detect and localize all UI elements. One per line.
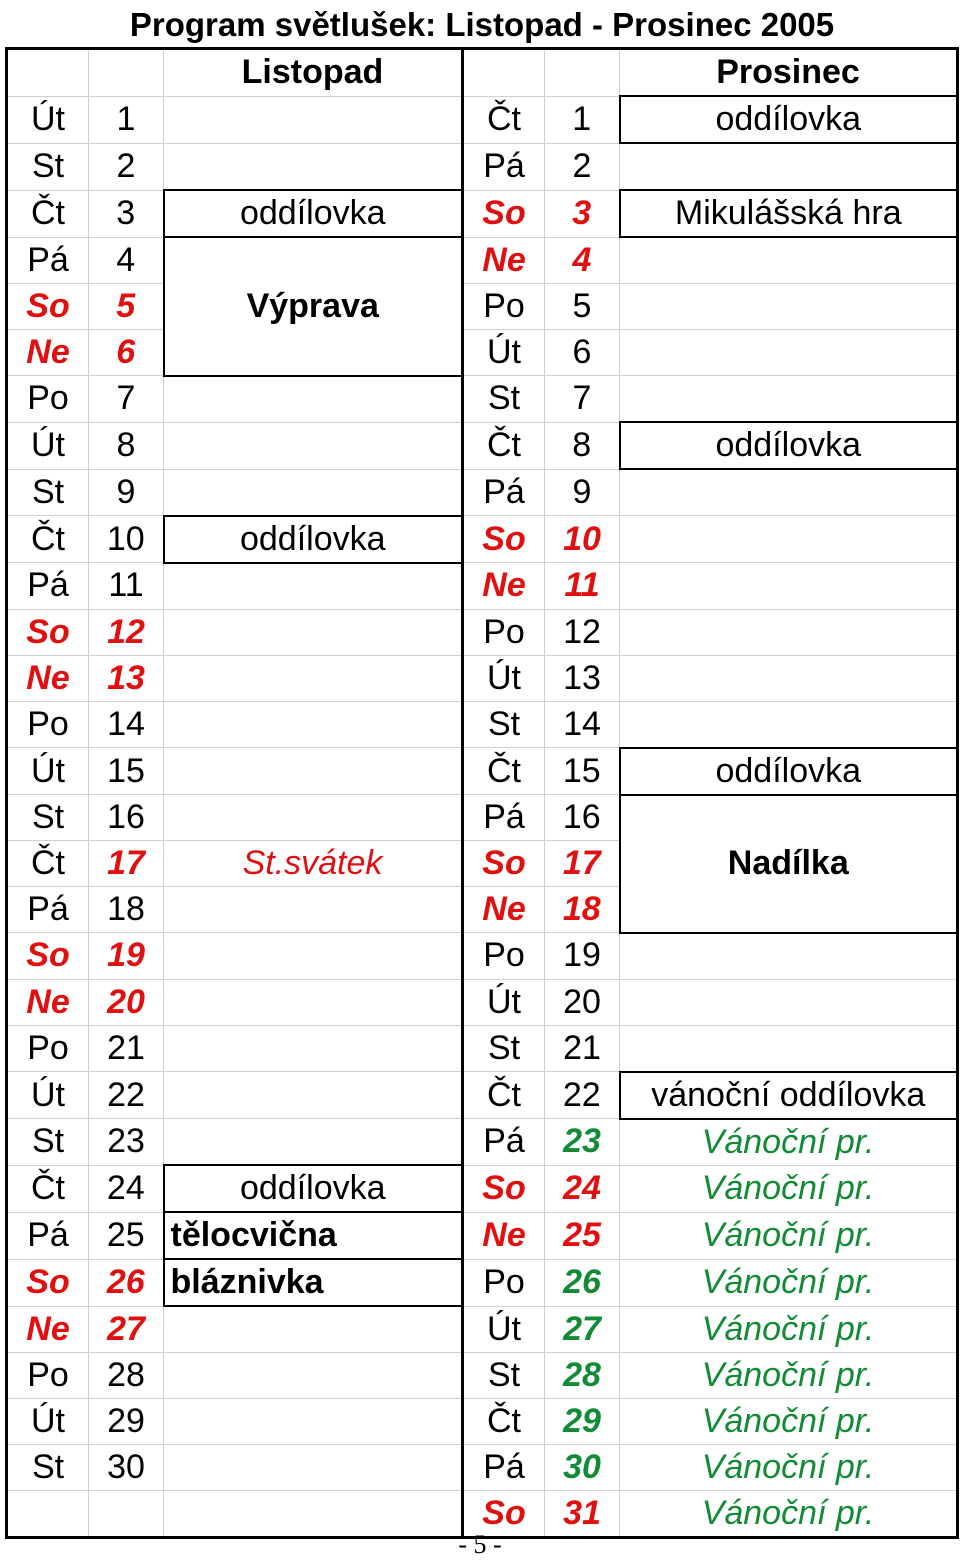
dec-day-name: Po <box>463 933 545 980</box>
nov-day-number: 26 <box>89 1259 164 1306</box>
table-row <box>7 563 958 610</box>
nov-day-number: 5 <box>89 284 164 330</box>
dec-day-number: 6 <box>545 330 620 376</box>
dec-event <box>620 516 958 563</box>
dec-event <box>620 563 958 610</box>
dec-day-name: Ne <box>463 1212 545 1259</box>
dec-event <box>620 330 958 376</box>
table-row <box>7 1399 958 1445</box>
dec-event: Vánoční pr. <box>620 1165 958 1212</box>
nov-day-name: Pá <box>7 887 89 933</box>
nov-event <box>164 1399 463 1445</box>
dec-day-name: So <box>463 1491 545 1538</box>
nov-event: oddílovka <box>164 516 463 563</box>
dec-day-name: Ne <box>463 563 545 610</box>
dec-day-name: So <box>463 516 545 563</box>
dec-day-name: Čt <box>463 422 545 469</box>
dec-day-name: St <box>463 1353 545 1399</box>
dec-day-number: 20 <box>545 979 620 1025</box>
nov-day-name: Po <box>7 1353 89 1399</box>
nov-day-number: 9 <box>89 469 164 516</box>
dec-day-name: Út <box>463 979 545 1025</box>
dec-day-name: Čt <box>463 96 545 143</box>
dec-day-name: Pá <box>463 1119 545 1166</box>
nov-day-number: 8 <box>89 422 164 469</box>
dec-event: Vánoční pr. <box>620 1491 958 1538</box>
nov-day-number: 7 <box>89 376 164 423</box>
dec-day-name: So <box>463 1165 545 1212</box>
table-row <box>7 330 958 376</box>
dec-day-name: Út <box>463 330 545 376</box>
nov-day-number: 4 <box>89 237 164 284</box>
nov-event <box>164 563 463 610</box>
table-row <box>7 701 958 748</box>
nov-event <box>164 1119 463 1166</box>
nov-day-name: Čt <box>7 190 89 237</box>
dec-event: Vánoční pr. <box>620 1353 958 1399</box>
dec-day-name: Pá <box>463 795 545 841</box>
nov-event: oddílovka <box>164 190 463 237</box>
nov-day-name: Čt <box>7 841 89 887</box>
nov-event <box>164 655 463 701</box>
dec-day-name: Pá <box>463 1445 545 1491</box>
nov-day-name: Út <box>7 1399 89 1445</box>
nov-event <box>164 96 463 143</box>
nov-day-name: Čt <box>7 1165 89 1212</box>
table-row <box>7 1025 958 1072</box>
dec-event: oddílovka <box>620 96 958 143</box>
nov-day-number: 22 <box>89 1072 164 1119</box>
table-row <box>7 1119 958 1166</box>
dec-day-number: 26 <box>545 1259 620 1306</box>
nov-event <box>164 422 463 469</box>
dec-day-number: 3 <box>545 190 620 237</box>
dec-day-name: Pá <box>463 469 545 516</box>
dec-event: Vánoční pr. <box>620 1259 958 1306</box>
nov-day-number: 3 <box>89 190 164 237</box>
month-header-right: Prosinec <box>620 49 958 97</box>
table-row <box>7 1306 958 1353</box>
dec-event <box>620 609 958 655</box>
schedule-table <box>5 2 959 1539</box>
table-row <box>7 1259 958 1306</box>
dec-day-number: 27 <box>545 1306 620 1353</box>
month-spacer <box>463 49 545 97</box>
nov-day-number: 14 <box>89 701 164 748</box>
table-row <box>7 1072 958 1119</box>
dec-day-name: Po <box>463 609 545 655</box>
dec-event <box>620 469 958 516</box>
nov-event <box>164 795 463 841</box>
nov-event: oddílovka <box>164 1165 463 1212</box>
dec-day-name: Čt <box>463 1399 545 1445</box>
dec-day-name: Čt <box>463 1072 545 1119</box>
nov-day-number: 23 <box>89 1119 164 1166</box>
dec-event: oddílovka <box>620 748 958 795</box>
dec-event: Vánoční pr. <box>620 1399 958 1445</box>
dec-day-number: 14 <box>545 701 620 748</box>
dec-event: oddílovka <box>620 422 958 469</box>
nov-day-number: 10 <box>89 516 164 563</box>
table-row <box>7 748 958 795</box>
dec-day-number: 8 <box>545 422 620 469</box>
dec-day-name: Ne <box>463 237 545 284</box>
dec-day-name: Ne <box>463 887 545 933</box>
dec-day-number: 25 <box>545 1212 620 1259</box>
nov-day-number: 25 <box>89 1212 164 1259</box>
table-row <box>7 190 958 237</box>
nov-day-name: So <box>7 933 89 980</box>
nov-day-name: So <box>7 284 89 330</box>
nov-day-number: 24 <box>89 1165 164 1212</box>
nov-day-number: 1 <box>89 96 164 143</box>
page-number: - 5 - <box>458 1530 502 1559</box>
nov-event <box>164 979 463 1025</box>
nov-day-name: Ne <box>7 655 89 701</box>
table-row <box>7 469 958 516</box>
dec-event <box>620 655 958 701</box>
dec-day-name: Po <box>463 1259 545 1306</box>
dec-day-number: 4 <box>545 237 620 284</box>
nov-day-name: Pá <box>7 1212 89 1259</box>
table-row <box>7 237 958 284</box>
nov-day-name: So <box>7 609 89 655</box>
nov-day-number: 21 <box>89 1025 164 1072</box>
dec-day-number: 29 <box>545 1399 620 1445</box>
dec-day-number: 23 <box>545 1119 620 1166</box>
dec-event <box>620 1025 958 1072</box>
dec-day-number: 17 <box>545 841 620 887</box>
month-header-left: Listopad <box>164 49 463 97</box>
nov-event <box>164 933 463 980</box>
table-row <box>7 1353 958 1399</box>
nov-day-name: St <box>7 469 89 516</box>
table-row <box>7 516 958 563</box>
nov-day-number: 13 <box>89 655 164 701</box>
nov-day-name: Ne <box>7 1306 89 1353</box>
dec-day-number: 16 <box>545 795 620 841</box>
nov-day-name: So <box>7 1259 89 1306</box>
dec-day-number: 22 <box>545 1072 620 1119</box>
dec-event: Vánoční pr. <box>620 1306 958 1353</box>
table-row <box>7 933 958 980</box>
nov-day-name: Pá <box>7 237 89 284</box>
nov-day-number: 30 <box>89 1445 164 1491</box>
table-row <box>7 1212 958 1259</box>
nov-day-name: Ne <box>7 979 89 1025</box>
dec-day-name: Út <box>463 1306 545 1353</box>
dec-event <box>620 143 958 190</box>
dec-day-number: 31 <box>545 1491 620 1538</box>
dec-day-name: Pá <box>463 143 545 190</box>
dec-day-number: 21 <box>545 1025 620 1072</box>
nov-day-name: St <box>7 1445 89 1491</box>
dec-day-number: 11 <box>545 563 620 610</box>
table-row <box>7 655 958 701</box>
nov-day-number: 16 <box>89 795 164 841</box>
nov-event: tělocvična <box>164 1212 463 1259</box>
table-row <box>7 284 958 330</box>
nov-day-name: Út <box>7 748 89 795</box>
dec-event: vánoční oddílovka <box>620 1072 958 1119</box>
nov-event <box>164 748 463 795</box>
nov-day-number: 28 <box>89 1353 164 1399</box>
dec-day-name: St <box>463 701 545 748</box>
nov-event: St.svátek <box>164 841 463 887</box>
nov-day-name: Pá <box>7 563 89 610</box>
dec-day-number: 30 <box>545 1445 620 1491</box>
dec-event <box>620 376 958 423</box>
nov-event: bláznivka <box>164 1259 463 1306</box>
nov-event <box>164 1072 463 1119</box>
month-spacer <box>7 49 89 97</box>
nov-event <box>164 1353 463 1399</box>
dec-day-name: So <box>463 841 545 887</box>
dec-day-number: 19 <box>545 933 620 980</box>
nov-day-number: 29 <box>89 1399 164 1445</box>
nov-event <box>164 887 463 933</box>
nov-day-name: St <box>7 143 89 190</box>
nov-event <box>164 469 463 516</box>
nov-event <box>164 1445 463 1491</box>
nov-day-name: Út <box>7 422 89 469</box>
table-row <box>7 143 958 190</box>
nov-day-name: Po <box>7 701 89 748</box>
table-row <box>7 979 958 1025</box>
table-row <box>7 795 958 841</box>
nov-day-name: St <box>7 795 89 841</box>
dec-event <box>620 979 958 1025</box>
nov-day-name: Út <box>7 1072 89 1119</box>
dec-day-number: 24 <box>545 1165 620 1212</box>
nov-event <box>164 1025 463 1072</box>
table-row <box>7 376 958 423</box>
nov-day-number: 12 <box>89 609 164 655</box>
nov-day-number: 19 <box>89 933 164 980</box>
nov-day-number: 18 <box>89 887 164 933</box>
dec-event <box>620 237 958 284</box>
nov-day-name: St <box>7 1119 89 1166</box>
dec-event: Vánoční pr. <box>620 1119 958 1166</box>
dec-day-number: 5 <box>545 284 620 330</box>
dec-day-name: So <box>463 190 545 237</box>
nov-event <box>164 701 463 748</box>
dec-day-name: Čt <box>463 748 545 795</box>
nov-day-name: Út <box>7 96 89 143</box>
dec-day-number: 10 <box>545 516 620 563</box>
nov-day-name: Ne <box>7 330 89 376</box>
dec-day-number: 28 <box>545 1353 620 1399</box>
nov-day-name: Po <box>7 1025 89 1072</box>
nov-event <box>164 609 463 655</box>
dec-event <box>620 284 958 330</box>
table-row <box>7 609 958 655</box>
page-title: Program světlušek: Listopad - Prosinec 2005 <box>7 2 958 49</box>
month-spacer <box>545 49 620 97</box>
dec-day-number: 9 <box>545 469 620 516</box>
table-row <box>7 96 958 143</box>
nov-day-number: 15 <box>89 748 164 795</box>
dec-day-number: 1 <box>545 96 620 143</box>
dec-event: Mikulášská hra <box>620 190 958 237</box>
nov-day-number: 11 <box>89 563 164 610</box>
dec-day-number: 18 <box>545 887 620 933</box>
table-row <box>7 1165 958 1212</box>
dec-event <box>620 701 958 748</box>
dec-day-number: 13 <box>545 655 620 701</box>
dec-event: Nadílka <box>620 795 958 933</box>
nov-event <box>164 376 463 423</box>
dec-day-number: 2 <box>545 143 620 190</box>
nov-day-number: 2 <box>89 143 164 190</box>
nov-day-number: 6 <box>89 330 164 376</box>
dec-day-name: Út <box>463 655 545 701</box>
nov-day-name: Čt <box>7 516 89 563</box>
nov-day-number: 20 <box>89 979 164 1025</box>
nov-day-number: 17 <box>89 841 164 887</box>
nov-event <box>164 1306 463 1353</box>
nov-day-number: 27 <box>89 1306 164 1353</box>
dec-day-number: 7 <box>545 376 620 423</box>
dec-day-name: St <box>463 1025 545 1072</box>
table-row <box>7 1445 958 1491</box>
month-spacer <box>89 49 164 97</box>
dec-day-number: 12 <box>545 609 620 655</box>
table-row <box>7 422 958 469</box>
dec-day-number: 15 <box>545 748 620 795</box>
dec-event <box>620 933 958 980</box>
nov-day-name: Po <box>7 376 89 423</box>
dec-event: Vánoční pr. <box>620 1212 958 1259</box>
dec-event: Vánoční pr. <box>620 1445 958 1491</box>
dec-day-name: St <box>463 376 545 423</box>
nov-event <box>164 143 463 190</box>
nov-event: Výprava <box>164 237 463 376</box>
dec-day-name: Po <box>463 284 545 330</box>
